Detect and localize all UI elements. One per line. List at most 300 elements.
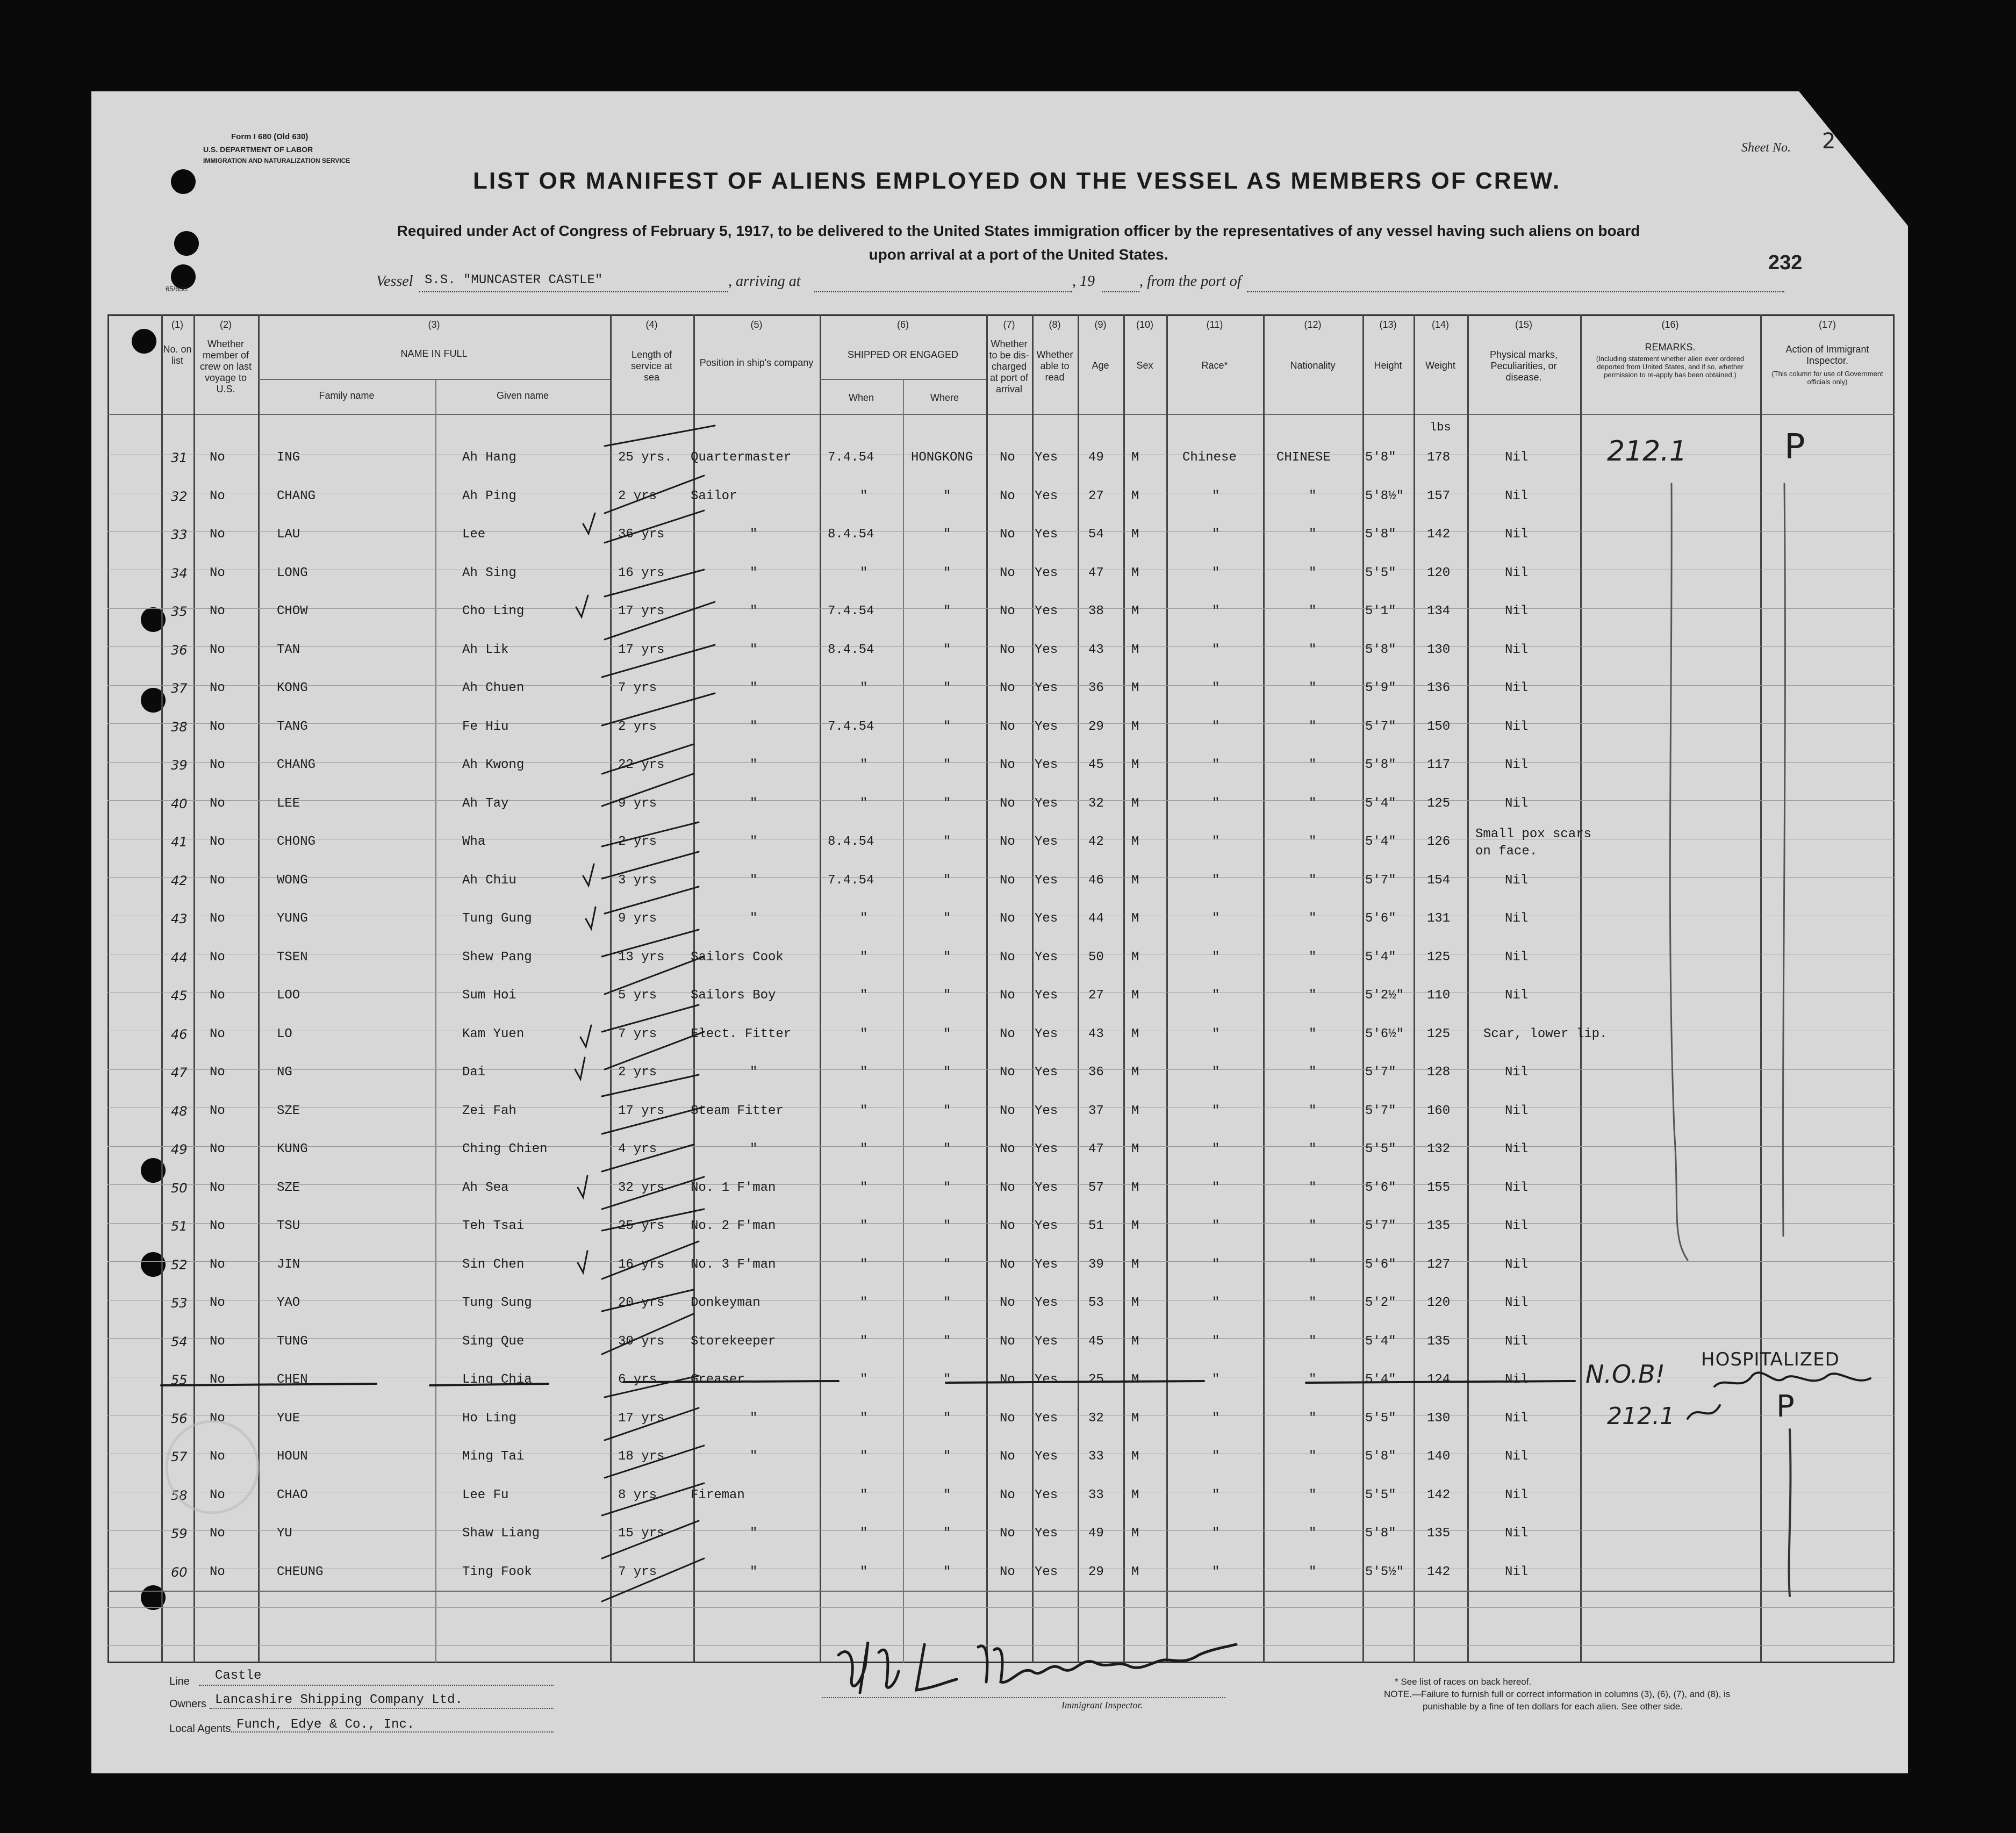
able-to-read: Yes: [1035, 565, 1058, 580]
service-length: 17 yrs: [618, 1103, 665, 1118]
age: 32: [1088, 1411, 1104, 1426]
discharge: No: [1000, 1296, 1015, 1310]
physical-marks: Nil: [1505, 1180, 1529, 1195]
physical-marks: Nil: [1505, 1334, 1529, 1349]
crew-last-voyage: No: [210, 1526, 225, 1541]
sex: M: [1131, 835, 1139, 849]
nationality: ": [1309, 1372, 1317, 1387]
family-name: KUNG: [277, 1142, 308, 1156]
shipped-where: ": [943, 1142, 951, 1156]
sex: M: [1131, 1411, 1139, 1426]
subheader-divider: [258, 379, 610, 380]
nationality: ": [1309, 1142, 1317, 1156]
list-number: 53: [171, 1296, 188, 1311]
vessel-underline: [419, 291, 728, 292]
crew-last-voyage: No: [210, 1180, 225, 1195]
crew-last-voyage: No: [210, 1219, 225, 1233]
shipped-when: ": [860, 1449, 868, 1464]
crew-last-voyage: No: [210, 488, 225, 504]
sex: M: [1131, 1564, 1139, 1579]
family-name: TANG: [277, 719, 308, 734]
shipped-where: HONGKONG: [911, 450, 973, 465]
nationality: ": [1309, 604, 1317, 619]
list-number: 59: [171, 1526, 188, 1541]
race: ": [1212, 642, 1220, 657]
given-name: Sing Que: [462, 1334, 525, 1349]
physical-marks: Nil: [1505, 988, 1529, 1003]
race: ": [1212, 565, 1220, 580]
able-to-read: Yes: [1035, 1026, 1058, 1041]
crew-last-voyage: No: [210, 1372, 225, 1387]
given-name: Ah Kwong: [462, 758, 525, 772]
race: ": [1212, 1564, 1220, 1579]
height: 5'8": [1365, 450, 1396, 465]
age: 49: [1088, 1526, 1104, 1541]
list-number: 54: [171, 1334, 188, 1349]
family-name: LAU: [277, 527, 300, 542]
race: ": [1212, 604, 1220, 619]
shipped-where: ": [943, 988, 951, 1003]
column-divider: [820, 314, 821, 1663]
weight: 150: [1427, 719, 1451, 734]
nationality: ": [1309, 1411, 1317, 1426]
race: ": [1212, 1296, 1220, 1310]
vessel-name: S.S. "MUNCASTER CASTLE": [425, 273, 603, 287]
nationality: ": [1309, 1296, 1317, 1310]
service-length: 9 yrs: [618, 796, 657, 811]
shipped-where: ": [943, 1026, 951, 1041]
ship-position: Storekeeper: [691, 1334, 776, 1349]
family-name: TAN: [277, 642, 300, 657]
discharge: No: [1000, 1219, 1015, 1233]
race: ": [1212, 1334, 1220, 1349]
given-name: Ah Ping: [462, 488, 516, 504]
discharge: No: [1000, 796, 1015, 811]
crew-last-voyage: No: [210, 1026, 225, 1041]
discharge: No: [1000, 988, 1015, 1003]
physical-marks: Nil: [1505, 758, 1529, 772]
sex: M: [1131, 1180, 1139, 1195]
form-code: 65/630.: [166, 285, 189, 293]
shipped-where: ": [943, 1372, 951, 1387]
able-to-read: Yes: [1035, 719, 1058, 734]
col-num-11: (11): [1206, 319, 1223, 330]
sex: M: [1131, 1526, 1139, 1541]
ship-position: ": [750, 565, 758, 580]
height: 5'9": [1365, 681, 1396, 695]
discharge: No: [1000, 719, 1015, 734]
ship-position: No. 1 F'man: [691, 1180, 776, 1195]
ship-position: ": [750, 604, 758, 619]
physical-marks: Nil: [1505, 1411, 1529, 1426]
list-number: 32: [171, 488, 188, 504]
age: 25: [1088, 1372, 1104, 1387]
col-head-service: Length of service at sea: [630, 349, 673, 383]
ship-position: ": [750, 911, 758, 926]
line-underline: [199, 1685, 554, 1686]
given-name: Ah Sea: [462, 1180, 509, 1195]
physical-marks: Nil: [1505, 873, 1529, 888]
shipped-where: ": [943, 604, 951, 619]
service-length: 16 yrs: [618, 565, 665, 580]
ship-position: ": [750, 1142, 758, 1156]
discharge: No: [1000, 1334, 1015, 1349]
weight: 135: [1427, 1334, 1451, 1349]
service-length: 2 yrs: [618, 488, 657, 504]
height: 5'6½": [1365, 1026, 1404, 1041]
weight: 154: [1427, 873, 1451, 888]
shipped-when: ": [860, 488, 868, 504]
col-num-10: (10): [1136, 319, 1153, 330]
race: ": [1212, 527, 1220, 542]
age: 57: [1088, 1180, 1104, 1195]
subheader-divider: [820, 379, 986, 380]
ship-position: ": [750, 1065, 758, 1080]
shipped-where: ": [943, 1219, 951, 1233]
shipped-when: ": [860, 988, 868, 1003]
shipped-when: ": [860, 950, 868, 965]
ship-position: Greaser: [691, 1372, 745, 1387]
ship-position: ": [750, 873, 758, 888]
crew-last-voyage: No: [210, 873, 225, 888]
service-length: 4 yrs: [618, 1142, 657, 1156]
race: ": [1212, 911, 1220, 926]
race: ": [1212, 1103, 1220, 1118]
shipped-when: 7.4.54: [828, 604, 874, 619]
shipped-when: ": [860, 681, 868, 695]
column-divider: [1414, 314, 1415, 1663]
remark-handwritten: 212.1: [1607, 1403, 1675, 1430]
nationality: ": [1309, 1180, 1317, 1195]
shipped-where: ": [943, 1180, 951, 1195]
weight: 178: [1427, 450, 1451, 465]
discharge: No: [1000, 873, 1015, 888]
ship-position: Sailors Cook: [691, 950, 784, 965]
service: IMMIGRATION AND NATURALIZATION SERVICE: [203, 157, 350, 164]
shipped-where: ": [943, 1487, 951, 1503]
agents-value: Funch, Edye & Co., Inc.: [236, 1717, 415, 1732]
crew-last-voyage: No: [210, 1257, 225, 1272]
list-number: 56: [171, 1411, 188, 1426]
list-number: 42: [171, 873, 188, 888]
height: 5'4": [1365, 950, 1396, 965]
crew-last-voyage: No: [210, 796, 225, 811]
shipped-when: ": [860, 1142, 868, 1156]
family-name: CHANG: [277, 758, 316, 772]
shipped-when: ": [860, 796, 868, 811]
shipped-when: ": [860, 1526, 868, 1541]
shipped-where: ": [943, 1526, 951, 1541]
service-length: 7 yrs: [618, 1564, 657, 1579]
able-to-read: Yes: [1035, 1142, 1058, 1156]
height: 5'6": [1365, 1257, 1396, 1272]
nationality: ": [1309, 642, 1317, 657]
list-number: 36: [171, 642, 188, 658]
weight: 131: [1427, 911, 1451, 926]
nationality: ": [1309, 1334, 1317, 1349]
able-to-read: Yes: [1035, 1180, 1058, 1195]
shipped-when: ": [860, 1065, 868, 1080]
age: 50: [1088, 950, 1104, 965]
col-num-1: (1): [171, 319, 183, 330]
list-number: 47: [171, 1065, 188, 1080]
race: ": [1212, 1142, 1220, 1156]
discharge: No: [1000, 1257, 1015, 1272]
able-to-read: Yes: [1035, 1449, 1058, 1464]
page-number: 232: [1768, 251, 1803, 274]
able-to-read: Yes: [1035, 1257, 1058, 1272]
sex: M: [1131, 642, 1139, 657]
weight: 110: [1427, 988, 1451, 1003]
shipped-where: ": [943, 950, 951, 965]
list-number: 58: [171, 1487, 188, 1503]
height: 5'5½": [1365, 1564, 1404, 1579]
race: ": [1212, 681, 1220, 695]
discharge: No: [1000, 950, 1015, 965]
given-name: Ah Sing: [462, 565, 516, 580]
agents-underline: [231, 1731, 554, 1733]
port-label: , from the port of: [1139, 273, 1242, 290]
able-to-read: Yes: [1035, 1065, 1058, 1080]
physical-marks: Nil: [1505, 1449, 1529, 1464]
shipped-where: ": [943, 527, 951, 542]
shipped-where: ": [943, 1411, 951, 1426]
service-length: 13 yrs: [618, 950, 665, 965]
age: 32: [1088, 796, 1104, 811]
list-number: 35: [171, 604, 188, 619]
given-name: Sin Chen: [462, 1257, 525, 1272]
service-length: 20 yrs: [618, 1296, 665, 1310]
shipped-when: ": [860, 911, 868, 926]
weight: 135: [1427, 1219, 1451, 1233]
family-name: CHEUNG: [277, 1564, 324, 1579]
col-head-discharge: Whether to be dis-charged at port of arrival: [989, 339, 1029, 394]
shipped-when: ": [860, 1564, 868, 1579]
crew-last-voyage: No: [210, 758, 225, 772]
shipped-where: ": [943, 642, 951, 657]
family-name: CHOW: [277, 604, 308, 619]
list-number: 43: [171, 911, 188, 926]
able-to-read: Yes: [1035, 527, 1058, 542]
physical-marks: Nil: [1505, 1372, 1529, 1387]
age: 45: [1088, 758, 1104, 772]
crew-last-voyage: No: [210, 911, 225, 926]
physical-marks: Nil: [1505, 565, 1529, 580]
discharge: No: [1000, 1526, 1015, 1541]
col-num-16: (16): [1661, 319, 1679, 330]
given-name: Zei Fah: [462, 1103, 516, 1118]
crew-last-voyage: No: [210, 1103, 225, 1118]
able-to-read: Yes: [1035, 1487, 1058, 1503]
able-to-read: Yes: [1035, 681, 1058, 695]
col-head-action: Action of Immigrant Inspector.: [1785, 344, 1869, 366]
col-num-14: (14): [1431, 319, 1449, 330]
shipped-where: ": [943, 488, 951, 504]
family-name: YUE: [277, 1411, 300, 1426]
nationality: ": [1309, 796, 1317, 811]
col-head-race: Race*: [1201, 360, 1228, 371]
height: 5'1": [1365, 604, 1396, 619]
physical-marks: Nil: [1505, 1103, 1529, 1118]
physical-marks: Nil: [1505, 911, 1529, 926]
column-divider: [1362, 314, 1364, 1663]
race: ": [1212, 796, 1220, 811]
height: 5'8½": [1365, 488, 1404, 504]
family-name: KONG: [277, 681, 308, 695]
given-name: Teh Tsai: [462, 1219, 525, 1233]
able-to-read: Yes: [1035, 873, 1058, 888]
col-num-4: (4): [645, 319, 658, 330]
ship-position: Donkeyman: [691, 1296, 761, 1310]
shipped-where: ": [943, 719, 951, 734]
service-length: 3 yrs: [618, 873, 657, 888]
service-length: 6 yrs: [618, 1372, 657, 1387]
family-name: JIN: [277, 1257, 300, 1272]
family-name: YAO: [277, 1296, 300, 1310]
age: 42: [1088, 835, 1104, 849]
family-name: ING: [277, 450, 300, 465]
able-to-read: Yes: [1035, 488, 1058, 504]
col-head-remarks-note: (Including statement whether alien ever ordered deported from United States, and if so, whether permission to re-apply has been obtained.): [1596, 355, 1745, 379]
nationality: ": [1309, 1564, 1317, 1579]
action-handwritten: P: [1776, 1389, 1795, 1424]
year-underline: [1102, 291, 1139, 292]
physical-marks: Nil: [1505, 527, 1529, 542]
physical-marks: Nil: [1505, 1487, 1529, 1503]
weight: 140: [1427, 1449, 1451, 1464]
service-length: 9 yrs: [618, 911, 657, 926]
crew-last-voyage: No: [210, 642, 225, 657]
ship-position: ": [750, 681, 758, 695]
ship-position: ": [750, 796, 758, 811]
sex: M: [1131, 719, 1139, 734]
col-num-12: (12): [1304, 319, 1322, 330]
port-underline: [1247, 291, 1784, 292]
service-length: 18 yrs: [618, 1449, 665, 1464]
column-divider: [1032, 314, 1034, 1663]
list-number: 41: [171, 835, 188, 850]
subtitle-line: Required under Act of Congress of February 5, 1917, to be delivered to the United States immigration officer by the representatives of any vessel having such aliens on board: [397, 222, 1640, 239]
able-to-read: Yes: [1035, 1103, 1058, 1118]
shipped-when: 7.4.54: [828, 873, 874, 888]
col-num-7: (7): [1003, 319, 1015, 330]
nationality: ": [1309, 565, 1317, 580]
height: 5'4": [1365, 1372, 1396, 1387]
able-to-read: Yes: [1035, 1372, 1058, 1387]
nationality: ": [1309, 1487, 1317, 1503]
nationality: ": [1309, 758, 1317, 772]
family-name: CHONG: [277, 835, 316, 849]
hospitalized-note: HOSPITALIZED: [1701, 1349, 1840, 1370]
list-number: 37: [171, 681, 188, 696]
race: ": [1212, 1026, 1220, 1041]
col-head-when: When: [848, 392, 874, 403]
able-to-read: Yes: [1035, 450, 1058, 465]
height: 5'2½": [1365, 988, 1404, 1003]
sex: M: [1131, 488, 1139, 504]
weight: 142: [1427, 1564, 1451, 1579]
race: ": [1212, 988, 1220, 1003]
shipped-where: ": [943, 1257, 951, 1272]
race: ": [1212, 1487, 1220, 1503]
discharge: No: [1000, 1449, 1015, 1464]
weight: 124: [1427, 1372, 1451, 1387]
shipped-when: ": [860, 1219, 868, 1233]
nationality: ": [1309, 1449, 1317, 1464]
shipped-when: ": [860, 1334, 868, 1349]
column-divider: [258, 314, 260, 1663]
footnote: NOTE.—Failure to furnish full or correct information in columns (3), (6), (7), and (8), is: [1384, 1689, 1731, 1699]
col-num-15: (15): [1515, 319, 1532, 330]
sex: M: [1131, 1334, 1139, 1349]
col-num-6: (6): [897, 319, 909, 330]
race: ": [1212, 835, 1220, 849]
age: 44: [1088, 911, 1104, 926]
shipped-where: ": [943, 1296, 951, 1310]
column-divider: [610, 314, 612, 1663]
inspector-label: Immigrant Inspector.: [1061, 1700, 1143, 1710]
discharge: No: [1000, 1142, 1015, 1156]
able-to-read: Yes: [1035, 1411, 1058, 1426]
discharge: No: [1000, 488, 1015, 504]
age: 45: [1088, 1334, 1104, 1349]
list-number: 31: [171, 450, 188, 465]
list-number: 49: [171, 1142, 188, 1157]
page-subtitle: [371, 219, 1666, 267]
crew-last-voyage: No: [210, 835, 225, 849]
service-length: 7 yrs: [618, 1026, 657, 1041]
height: 5'7": [1365, 719, 1396, 734]
column-divider: [1760, 314, 1762, 1663]
height: 5'8": [1365, 758, 1396, 772]
sex: M: [1131, 1103, 1139, 1118]
shipped-when: ": [860, 1257, 868, 1272]
age: 47: [1088, 1142, 1104, 1156]
shipped-where: ": [943, 758, 951, 772]
given-name: Ah Tay: [462, 796, 509, 811]
nationality: ": [1309, 681, 1317, 695]
service-length: 17 yrs: [618, 1411, 665, 1426]
age: 43: [1088, 642, 1104, 657]
discharge: No: [1000, 604, 1015, 619]
family-name: LO: [277, 1026, 292, 1041]
ship-position: Fireman: [691, 1487, 745, 1503]
discharge: No: [1000, 1065, 1015, 1080]
height: 5'7": [1365, 873, 1396, 888]
weight: 126: [1427, 835, 1451, 849]
nationality: ": [1309, 1065, 1317, 1080]
col-head-name: NAME IN FULL: [400, 348, 468, 359]
age: 49: [1088, 450, 1104, 465]
physical-marks: Nil: [1505, 1564, 1529, 1579]
given-name: Ting Fook: [462, 1564, 532, 1579]
able-to-read: Yes: [1035, 950, 1058, 965]
col-num-8: (8): [1049, 319, 1061, 330]
discharge: No: [1000, 1372, 1015, 1387]
height: 5'5": [1365, 1487, 1396, 1503]
ship-position: Sailor: [691, 488, 737, 504]
shipped-when: 8.4.54: [828, 527, 874, 542]
sex: M: [1131, 1449, 1139, 1464]
given-name: Dai: [462, 1065, 486, 1080]
weight: 125: [1427, 950, 1451, 965]
sex: M: [1131, 1142, 1139, 1156]
nationality: ": [1309, 527, 1317, 542]
list-number: 44: [171, 950, 188, 965]
list-number: 48: [171, 1103, 188, 1119]
able-to-read: Yes: [1035, 642, 1058, 657]
sex: M: [1131, 527, 1139, 542]
